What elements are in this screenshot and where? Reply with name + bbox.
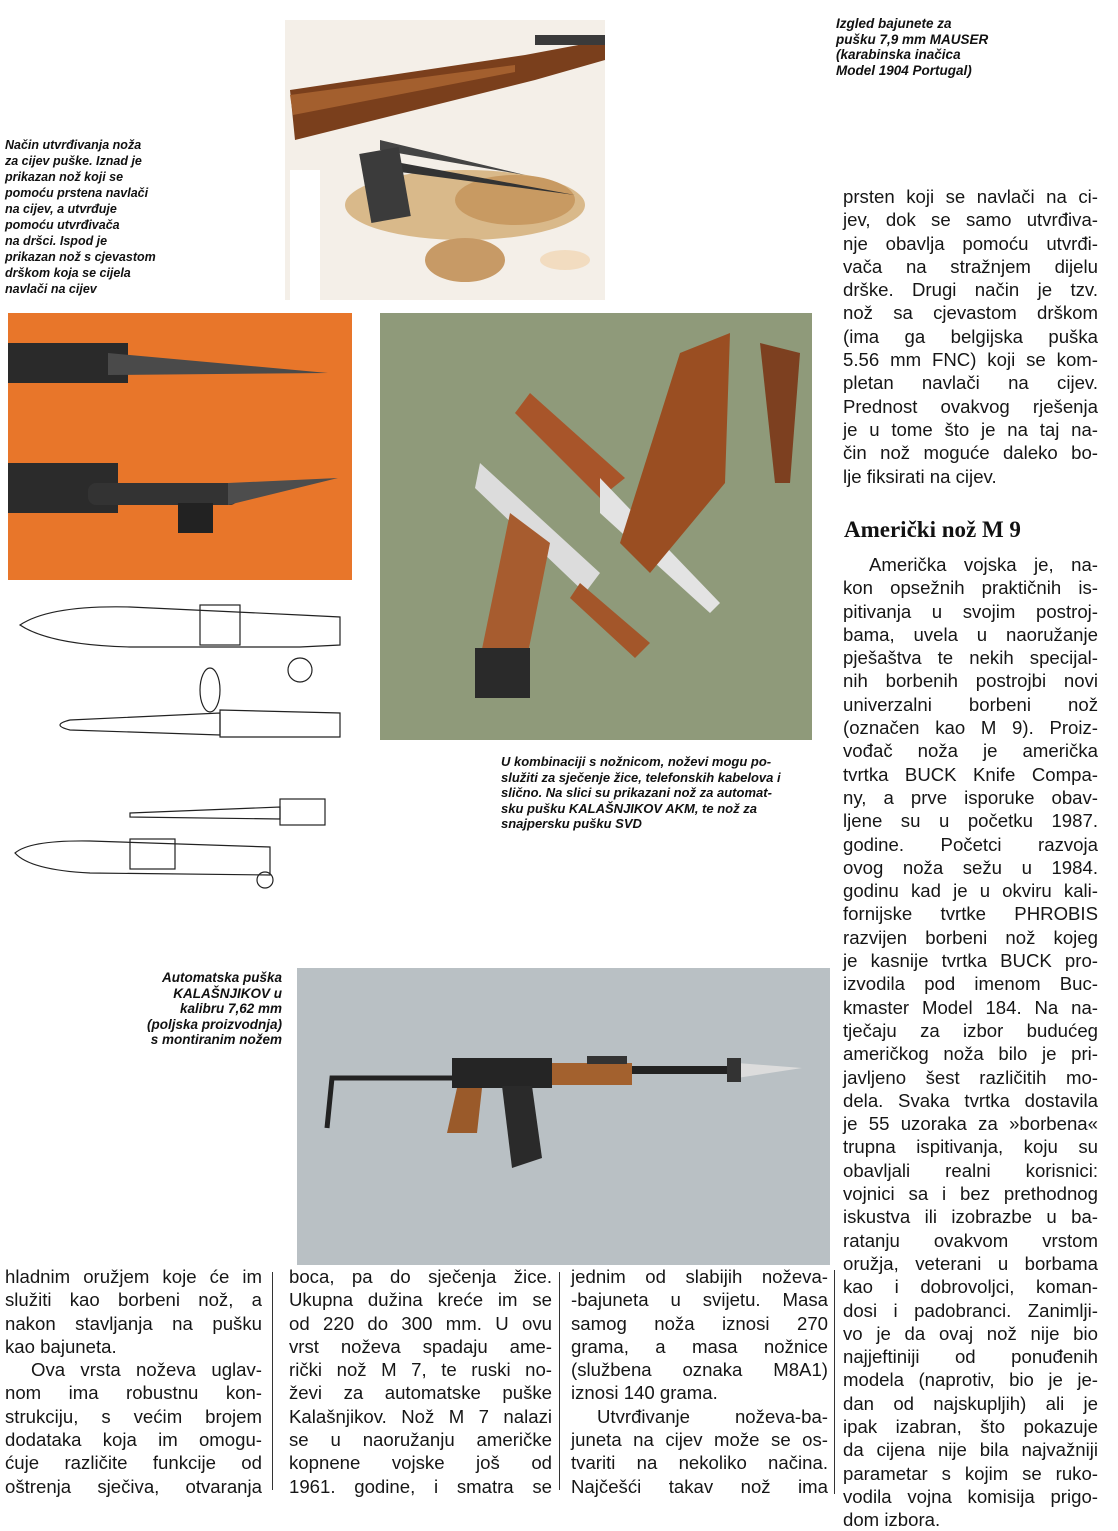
column-divider xyxy=(834,1270,835,1494)
text-line: parametar s kojim se ruko- xyxy=(843,1462,1098,1484)
caption-kalashnikov xyxy=(138,970,282,1048)
text-line: nje obavlja pomoću utvrđi- xyxy=(843,232,1098,254)
text-line: tvariti na nekoliko načina. xyxy=(571,1452,828,1474)
caption-line: Izgled bajunete za xyxy=(836,16,952,31)
text-line: ratanju ovakvom vrstom xyxy=(843,1229,1098,1251)
caption-line: (karabinska inačica xyxy=(836,47,961,63)
caption-mauser xyxy=(836,16,988,78)
caption-mounting xyxy=(5,137,156,297)
text-line: drške. Drugi način je tzv. xyxy=(843,279,1098,301)
text-line: modela (naprotiv, bio je je- xyxy=(843,1369,1098,1391)
text-line: godine. Početci razvoja xyxy=(843,833,1098,855)
text-line: boca, pa do sječenja žice. xyxy=(289,1266,552,1287)
caption-line: na cijev, a utvrđuje xyxy=(5,202,117,216)
bottom-column-3-text xyxy=(571,1265,828,1498)
caption-line: kalibru 7,62 mm xyxy=(179,1001,282,1017)
text-line: prsten koji se navlači na ci- xyxy=(843,186,1098,207)
text-line: nož sa cjevastom drškom xyxy=(843,302,1098,324)
text-line: iznosi 140 grama. xyxy=(571,1382,718,1404)
text-line: godinu kad je u okviru kali- xyxy=(843,880,1098,902)
caption-line: za cijev puške. Iznad je xyxy=(5,154,142,168)
bottom-column-1-text xyxy=(5,1265,262,1498)
text-line: juneta na cijev može se os- xyxy=(571,1429,828,1451)
text-line: izvodila pod imenom Buc- xyxy=(843,973,1098,995)
caption-line: sku pušku KALAŠNJIKOV AKM, te nož za xyxy=(501,800,757,816)
caption-line: prikazan nož s cjevastom xyxy=(5,250,156,264)
caption-line: prikazan nož koji se xyxy=(5,170,124,184)
text-line: iskustva ili izobrazbe u ba- xyxy=(843,1206,1098,1228)
text-line: kon opsežnih praktičnih is- xyxy=(843,577,1098,599)
text-line: vodila vojna komisija prigo- xyxy=(843,1485,1098,1507)
section-heading: Američki nož M 9 xyxy=(844,517,1021,542)
text-line: (označen kao M 9). Proiz- xyxy=(843,717,1098,739)
text-line: univerzalni borbeni nož xyxy=(843,693,1098,715)
text-line: je u tome što je na taj na- xyxy=(843,418,1098,440)
text-line: Ova vrsta noževa uglav- xyxy=(31,1359,262,1381)
text-line: se u naoružanju američke xyxy=(289,1429,552,1451)
text-line: američkog noža bilo je pri- xyxy=(843,1043,1098,1065)
text-line: strukciju, s većim brojem xyxy=(5,1405,262,1427)
text-line: jednim od slabijih noževa- xyxy=(571,1266,828,1287)
caption-line: snajpersku pušku SVD xyxy=(501,816,642,832)
text-line: Utvrđivanje noževa-ba- xyxy=(597,1405,828,1427)
text-line: dom izbora. xyxy=(843,1509,941,1531)
caption-line: (poljska proizvodnja) xyxy=(146,1016,282,1032)
caption-line: drškom koja se cijela xyxy=(5,266,131,280)
text-line: vojnici sa i bez prethodnog xyxy=(843,1183,1098,1205)
text-line: ny, a prve isporuke obav- xyxy=(843,786,1098,808)
text-line: ovog noža sežu u 1984. xyxy=(843,856,1098,878)
text-line: bama, uvela u naoružanje xyxy=(843,623,1098,645)
text-line: da cijena nije bila najvažniji xyxy=(843,1439,1098,1461)
text-line: oružja, veterani u borbama xyxy=(843,1252,1098,1274)
mauser-bayonet-photo xyxy=(285,20,605,300)
text-line: dodataka koja im omogu- xyxy=(5,1429,262,1451)
text-line: 1961. godine, i smatra se xyxy=(289,1475,552,1497)
bayonet-mounting-photo xyxy=(8,313,352,580)
text-line: obavljali realni korisnici: xyxy=(843,1159,1098,1181)
text-line: -bajuneta u svijetu. Masa xyxy=(571,1289,828,1311)
text-line: Američka vojska je, na- xyxy=(869,554,1098,575)
text-line: pješaštva te nekih specijal- xyxy=(843,647,1098,669)
caption-line: Način utvrđivanja noža xyxy=(5,138,142,152)
text-line: vrst noževa spadaju ame- xyxy=(289,1335,552,1357)
text-line: nakon stavljanja na pušku xyxy=(5,1312,262,1334)
text-line: 5.56 mm FNC) koji se kom- xyxy=(843,349,1098,371)
caption-line: navlači na cijev xyxy=(5,282,97,296)
text-line: vo je da ovaj nož nije bio xyxy=(843,1322,1098,1344)
text-line: (službena oznaka M8A1) xyxy=(571,1359,828,1381)
text-line: tječaju za izbor budućeg xyxy=(843,1019,1098,1041)
right-column-top-text xyxy=(843,185,1098,488)
caption-line: na dršci. Ispod je xyxy=(5,234,108,248)
text-line: je kasnije tvrtka BUCK pro- xyxy=(843,950,1098,972)
text-line: nom ima robustnu kon- xyxy=(5,1382,262,1404)
text-line: dela. Svaka tvrtka dostavila xyxy=(843,1089,1098,1111)
text-line: služiti kao borbeni nož, a xyxy=(5,1289,262,1311)
text-line: je 55 uzoraka za »borbena« xyxy=(843,1113,1098,1135)
text-line: ipak izabran, što pokazuje xyxy=(843,1415,1098,1437)
kalashnikov-rifle-photo xyxy=(297,968,830,1265)
bayonet-line-drawings xyxy=(10,585,355,905)
caption-line: Model 1904 Portugal) xyxy=(836,62,972,78)
text-line: Ukupna dužina kreće im se xyxy=(289,1289,552,1311)
text-line: trupna ispitivanja, koju su xyxy=(843,1136,1098,1158)
caption-line: pomoću prstena navlači xyxy=(5,186,149,200)
text-line: čin nož moguće daleko bo- xyxy=(843,442,1098,464)
text-line: kmaster Model 184. Na na- xyxy=(843,996,1098,1018)
caption-line: slično. Na slici su prikazani nož za automat- xyxy=(501,785,772,801)
text-line: lje fiksirati na cijev. xyxy=(843,465,997,487)
text-line: hladnim oružjem koje će im xyxy=(5,1266,262,1287)
text-line: jev, dok se samo utvrđiva- xyxy=(843,209,1098,231)
text-line: dan od najskupljih) ali je xyxy=(843,1392,1098,1414)
text-line: nih borbenih postrojbi novi xyxy=(843,670,1098,692)
text-line: vača na stražnjem dijelu xyxy=(843,255,1098,277)
caption-line: Automatska puška xyxy=(161,970,282,985)
text-line: tvrtka BUCK Knife Compa- xyxy=(843,763,1098,785)
text-line: ljene su u početku 1987. xyxy=(843,810,1098,832)
text-line: razvijen borbeni nož kojeg xyxy=(843,926,1098,948)
text-line: vođač noža je američka xyxy=(843,740,1098,762)
right-column-m9-text xyxy=(843,553,1098,1531)
text-line: kopnene vojske još od xyxy=(289,1452,552,1474)
text-line: Najčešći takav nož ima xyxy=(571,1475,828,1497)
caption-line: s montiranim nožem xyxy=(150,1032,282,1048)
text-line: Prednost ovakvog rješenja xyxy=(843,395,1098,417)
column-divider xyxy=(559,1272,560,1490)
text-line: pletan navlači na cijev. xyxy=(843,372,1098,394)
akm-svd-knives-photo xyxy=(380,313,812,740)
text-line: kao bajuneta. xyxy=(5,1335,117,1357)
text-line: oštrenja sječiva, otvaranja xyxy=(5,1475,262,1497)
text-line: samog noža iznosi 270 xyxy=(571,1312,828,1334)
text-line: grama, a masa nožnice xyxy=(571,1335,828,1357)
caption-line: služiti za sječenje žice, telefonskih kabelova i xyxy=(501,769,781,785)
text-line: dosi i padobranci. Zanimlji- xyxy=(843,1299,1098,1321)
caption-line: U kombinaciji s nožnicom, noževi mogu po- xyxy=(501,754,772,769)
text-line: od 220 do 300 mm. U ovu xyxy=(289,1312,552,1334)
caption-line: pomoću utvrđivača xyxy=(5,218,120,232)
text-line: ževi za automatske puške xyxy=(289,1382,552,1404)
text-line: Kalašnjikov. Nož M 7 nalazi xyxy=(289,1405,552,1427)
text-line: pitivanja u svojim postroj- xyxy=(843,600,1098,622)
bottom-column-2-text xyxy=(289,1265,552,1498)
text-line: ćuje različite funkcije od xyxy=(5,1452,262,1474)
column-divider xyxy=(272,1272,273,1490)
caption-line: pušku 7,9 mm MAUSER xyxy=(836,31,989,47)
text-line: (ima ga belgijska puška xyxy=(843,325,1098,347)
caption-line: KALAŠNJIKOV u xyxy=(173,985,282,1001)
caption-akm xyxy=(501,754,781,832)
text-line: kao i dobrovoljci, koman- xyxy=(843,1276,1098,1298)
text-line: javljeno šest različitih mo- xyxy=(843,1066,1098,1088)
text-line: fornijske tvrtke PHROBIS xyxy=(843,903,1098,925)
text-line: rički nož M 7, te ruski no- xyxy=(289,1359,552,1381)
text-line: najjeftiniji od ponuđenih xyxy=(843,1346,1098,1368)
